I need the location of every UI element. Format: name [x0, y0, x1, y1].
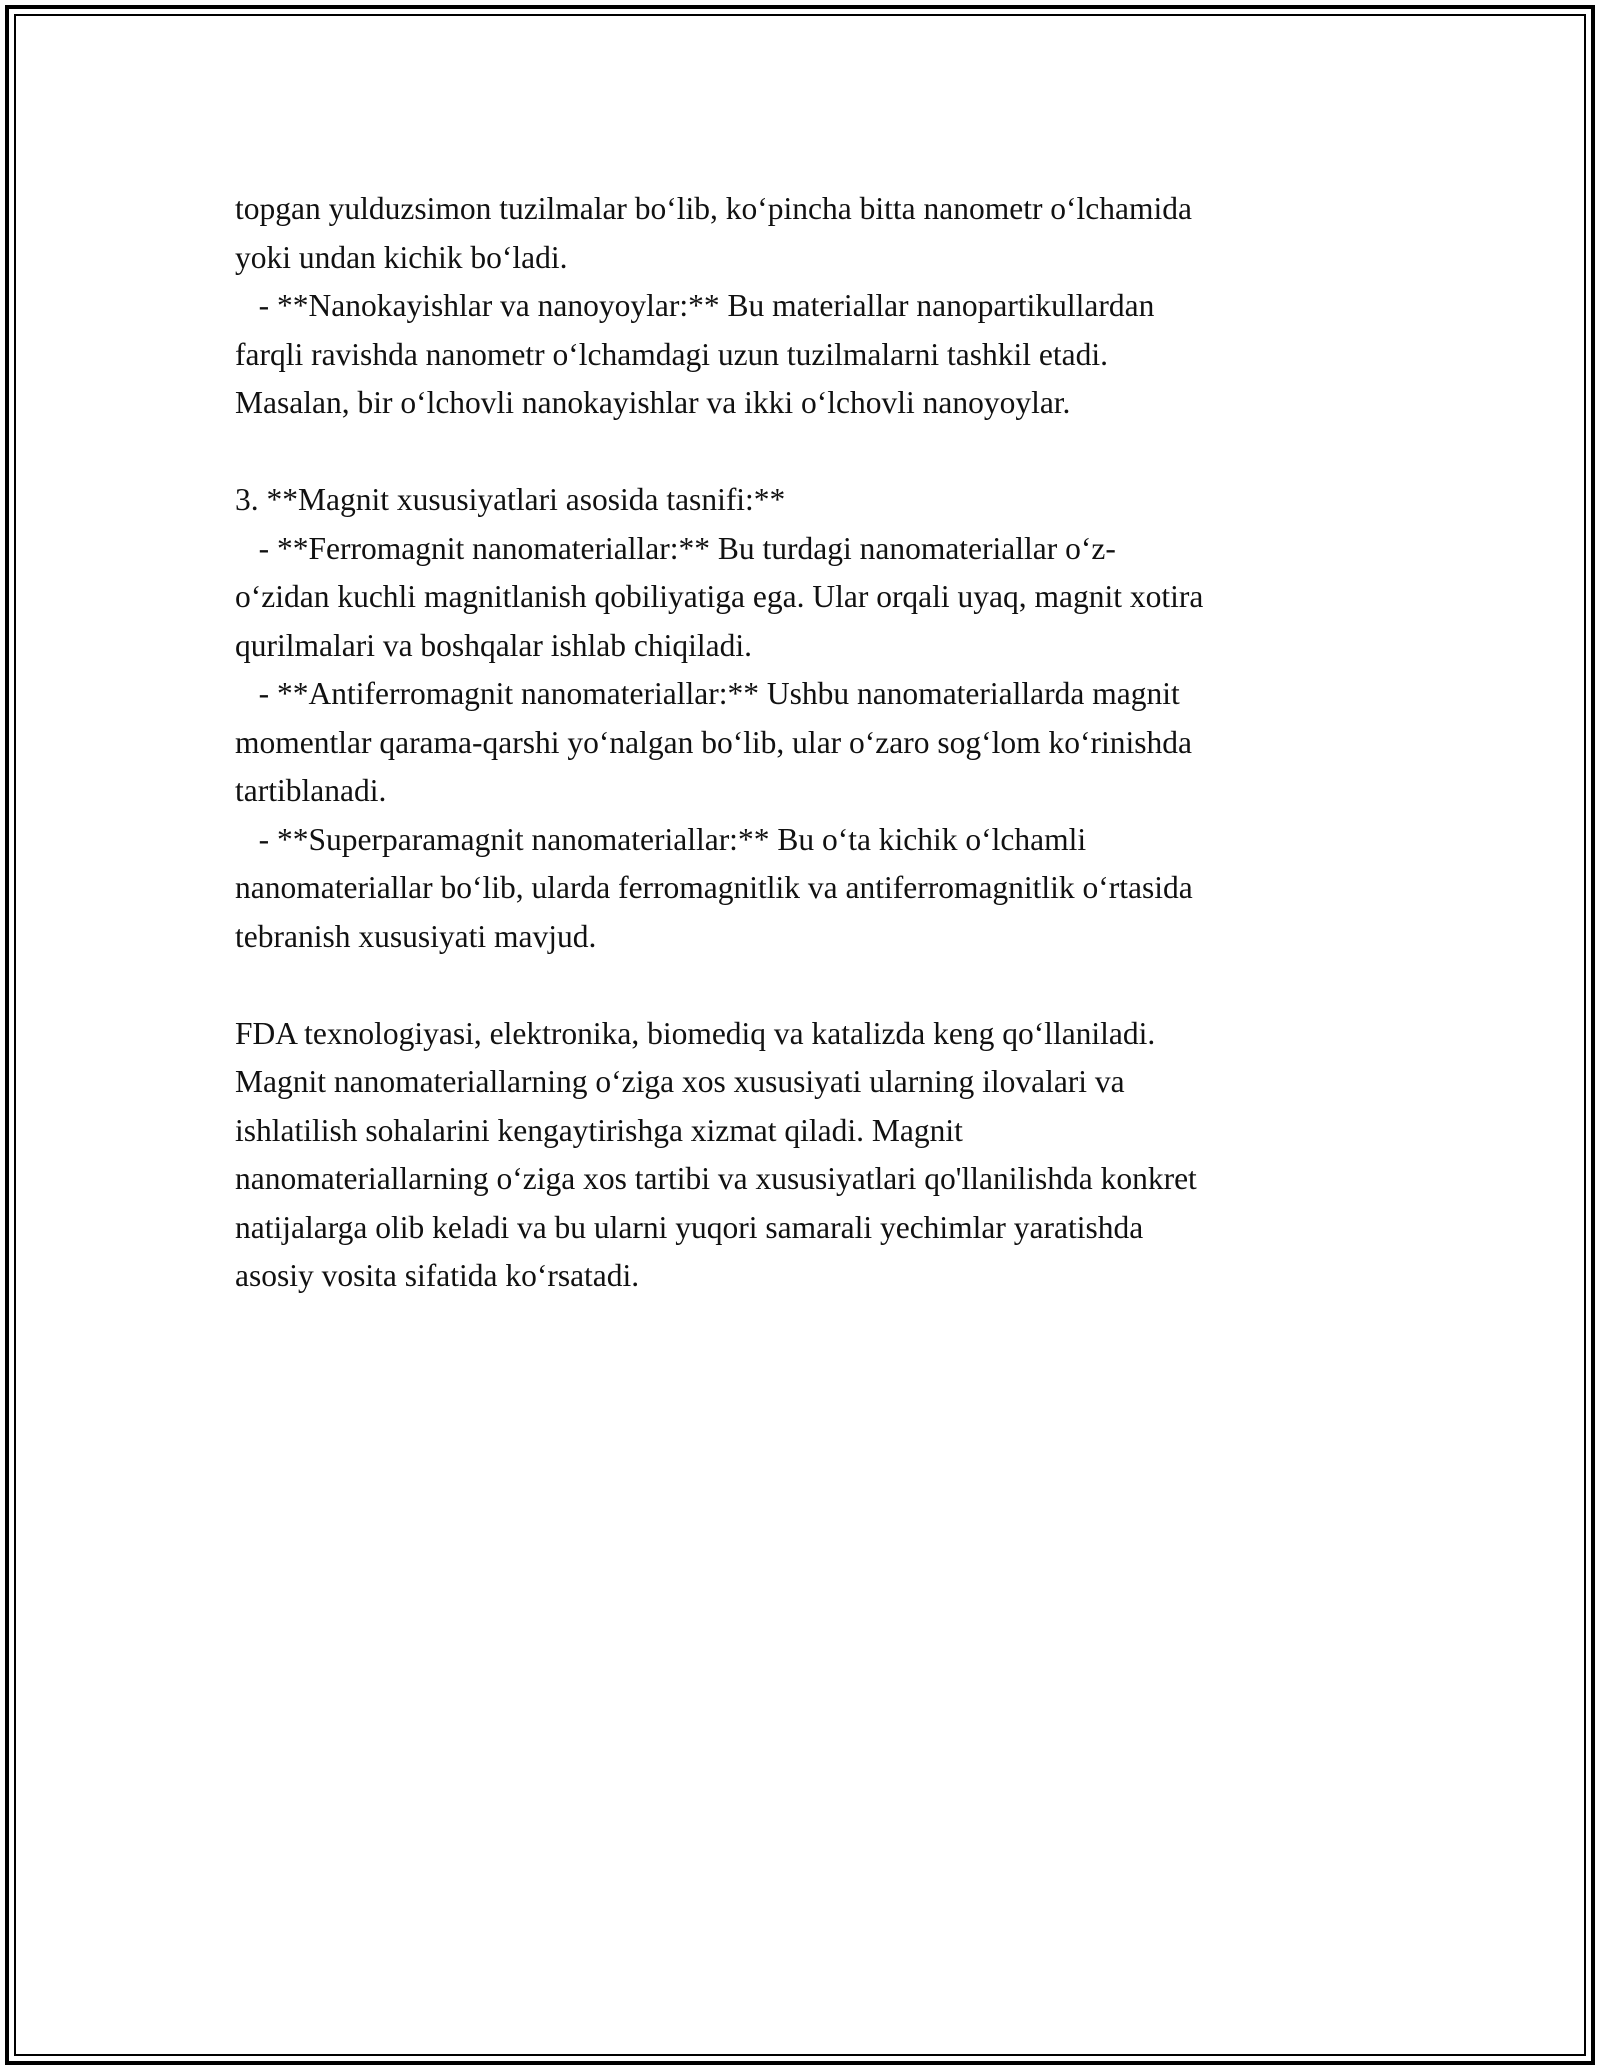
blank-line — [235, 428, 1380, 477]
bullet-superparamagnit: - **Superparamagnit nanomateriallar:** Bu o‘ta kichik o‘lchamli — [235, 821, 1087, 857]
bullet-ferromagnit: - **Ferromagnit nanomateriallar:** Bu turdagi nanomateriallar o‘z- — [235, 530, 1116, 566]
text-line: yoki undan kichik bo‘ladi. — [235, 239, 568, 275]
text-line: qurilmalari va boshqalar ishlab chiqiladi. — [235, 627, 752, 663]
text-line: tartiblanadi. — [235, 773, 387, 808]
closing-paragraph-line: Magnit nanomateriallarning o‘ziga xos xususiyati ularning ilovalari va — [235, 1064, 1125, 1099]
blank-line — [235, 961, 1380, 1010]
text-line: momentlar qarama-qarshi yo‘nalgan bo‘lib, ular o‘zaro sog‘lom ko‘rinishda — [235, 724, 1192, 760]
closing-paragraph-line: ishlatilish sohalarini kengaytirishga xizmat qiladi. Magnit — [235, 1112, 963, 1148]
closing-paragraph-line: nanomateriallarning o‘ziga xos tartibi va xususiyatlari qo'llanilishda konkret — [235, 1161, 1197, 1196]
section-heading-magnit: 3. **Magnit xususiyatlari asosida tasnifi:** — [235, 482, 786, 517]
document-body — [235, 185, 1380, 1301]
text-line: farqli ravishda nanometr o‘lchamdagi uzun tuzilmalarni tashkil etadi. — [235, 336, 1108, 372]
closing-paragraph-line: natijalarga olib keladi va bu ularni yuqori samarali yechimlar yaratishda — [235, 1209, 1144, 1245]
closing-paragraph-line: asosiy vosita sifatida ko‘rsatadi. — [235, 1258, 640, 1293]
text-line: Masalan, bir o‘lchovli nanokayishlar va ikki o‘lchovli nanoyoylar. — [235, 385, 1071, 420]
closing-paragraph-line: FDA texnologiyasi, elektronika, biomediq va katalizda keng qo‘llaniladi. — [235, 1015, 1156, 1051]
text-line: topgan yulduzsimon tuzilmalar bo‘lib, ko‘pincha bitta nanometr o‘lchamida — [235, 191, 1192, 226]
text-line: tebranish xususiyati mavjud. — [235, 918, 597, 954]
bullet-nanokayishlar: - **Nanokayishlar va nanoyoylar:** Bu materiallar nanopartikullardan — [235, 288, 1155, 323]
text-line: o‘zidan kuchli magnitlanish qobiliyatiga ega. Ular orqali uyaq, magnit xotira — [235, 579, 1204, 614]
text-line: nanomateriallar bo‘lib, ularda ferromagnitlik va antiferromagnitlik o‘rtasida — [235, 870, 1193, 905]
bullet-antiferromagnit: - **Antiferromagnit nanomateriallar:** Ushbu nanomateriallarda magnit — [235, 676, 1180, 711]
